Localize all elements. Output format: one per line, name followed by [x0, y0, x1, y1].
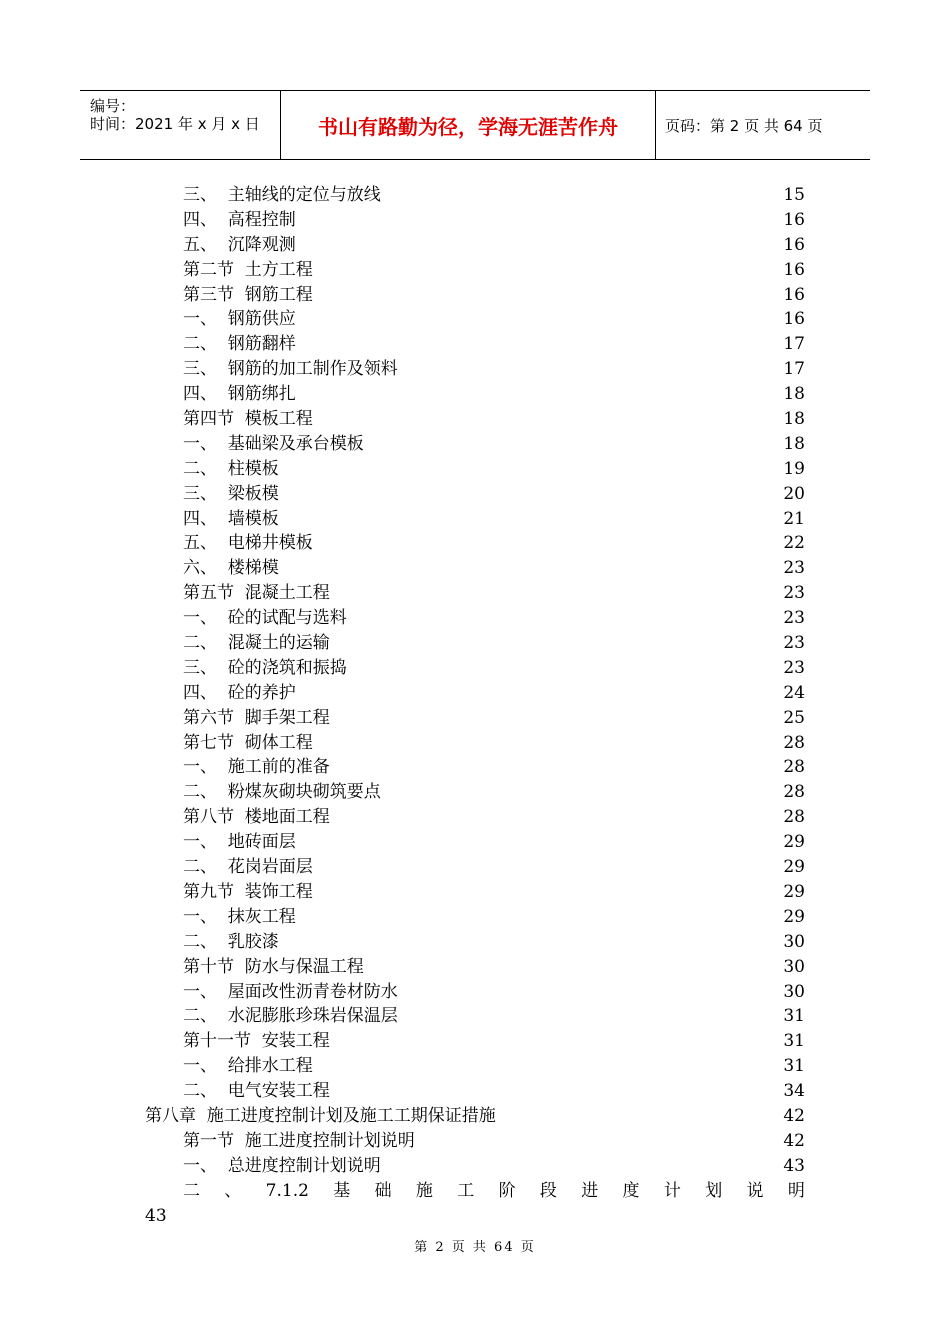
toc-entry-title: 二、 粉煤灰砌块砌筑要点 [183, 782, 381, 803]
toc-entry-page: 23 [783, 657, 805, 678]
toc-entry[interactable] [0, 1054, 950, 1079]
toc-entry-title: 第四节 模板工程 [183, 409, 313, 430]
toc-entry-page: 19 [783, 458, 805, 479]
toc-entry-page: 31 [783, 1006, 805, 1027]
toc-entry-page: 42 [783, 1130, 805, 1151]
toc-entry-title: 一、 给排水工程 [183, 1056, 313, 1077]
page-info: 页码：第 2 页 共 64 页 [665, 116, 823, 135]
toc-entry-page: 30 [783, 956, 805, 977]
toc-entry-title: 第六节 脚手架工程 [183, 707, 330, 728]
toc-entry[interactable] [0, 681, 950, 706]
toc-entry-page: 20 [783, 483, 805, 504]
toc-entry-page: 23 [783, 633, 805, 654]
toc-entry-page: 28 [783, 807, 805, 828]
motto: 书山有路勤为径，学海无涯苦作舟 [318, 114, 618, 139]
toc-entry-page: 23 [783, 583, 805, 604]
toc-entry[interactable] [0, 656, 950, 681]
toc-entry-page: 30 [783, 981, 805, 1002]
toc-entry-title-part: 、 [224, 1180, 242, 1201]
toc-entry-title: 二、 混凝土的运输 [183, 633, 330, 654]
toc-entry-title: 第十节 防水与保温工程 [183, 956, 364, 977]
toc-entry-page: 34 [783, 1081, 805, 1102]
toc-entry-page: 29 [783, 832, 805, 853]
toc-entry-title: 一、 总进度控制计划说明 [183, 1155, 381, 1176]
toc-entry-title: 五、 电梯井模板 [183, 533, 313, 554]
toc-entry[interactable] [0, 382, 950, 407]
toc-entry[interactable] [0, 208, 950, 233]
toc-entry[interactable] [0, 432, 950, 457]
toc-entry-page: 16 [783, 284, 805, 305]
toc-entry[interactable] [0, 631, 950, 656]
toc-entry-title-part: 工 [457, 1180, 475, 1201]
toc-entry-page: 28 [783, 782, 805, 803]
toc-entry-page: 30 [783, 931, 805, 952]
toc-entry-page: 15 [783, 185, 805, 205]
toc-entry[interactable] [0, 183, 950, 208]
toc-entry[interactable] [0, 805, 950, 830]
toc-entry-page: 29 [783, 857, 805, 878]
header-motto-cell [280, 91, 656, 159]
toc-entry[interactable] [0, 780, 950, 805]
toc-entry[interactable] [0, 1079, 950, 1104]
toc-entry-title-part: 度 [622, 1180, 640, 1201]
toc-entry-page: 28 [783, 757, 805, 778]
toc-entry-title: 第十一节 安装工程 [183, 1031, 330, 1052]
toc-entry-title: 三、 主轴线的定位与放线 [183, 185, 381, 205]
toc-entry-title: 一、 钢筋供应 [183, 309, 296, 330]
toc-entry-page: 43 [783, 1155, 805, 1176]
toc-entry-title: 一、 地砖面层 [183, 832, 296, 853]
toc-entry-page: 31 [783, 1056, 805, 1077]
toc-entry[interactable] [0, 507, 950, 532]
toc-entry-page: 16 [783, 309, 805, 330]
table-of-contents [0, 183, 950, 1229]
toc-entry[interactable] [0, 930, 950, 955]
toc-entry-page: 18 [783, 433, 805, 454]
toc-entry-title: 三、 砼的浇筑和振捣 [183, 657, 347, 678]
toc-entry-page: 18 [783, 384, 805, 405]
toc-entry-page: 42 [783, 1105, 805, 1126]
toc-entry-title: 一、 砼的试配与选料 [183, 608, 347, 629]
toc-entry[interactable] [0, 407, 950, 432]
header-page-info-cell [655, 91, 870, 159]
toc-entry-title: 三、 梁板模 [183, 483, 279, 504]
toc-entry-page: 18 [783, 409, 805, 430]
toc-entry-title: 四、 高程控制 [183, 209, 296, 230]
toc-entry-title-part: 进 [581, 1180, 599, 1201]
toc-entry-page: 28 [783, 732, 805, 753]
toc-entry[interactable] [0, 258, 950, 283]
toc-entry-page: 16 [783, 259, 805, 280]
toc-entry-title: 第二节 土方工程 [183, 259, 313, 280]
toc-entry-title: 三、 钢筋的加工制作及领料 [183, 359, 398, 380]
toc-entry-title-justified [183, 1179, 805, 1204]
toc-entry[interactable] [0, 1004, 950, 1029]
toc-entry-page: 24 [783, 682, 805, 703]
toc-entry-page: 22 [783, 533, 805, 554]
toc-entry-title-part: 基 [333, 1180, 351, 1201]
toc-entry-title: 五、 沉降观测 [183, 234, 296, 255]
toc-entry[interactable] [0, 283, 950, 308]
toc-entry-title-part: 明 [787, 1180, 805, 1201]
toc-entry-title: 一、 抹灰工程 [183, 906, 296, 927]
toc-entry-title: 第一节 施工进度控制计划说明 [183, 1130, 415, 1151]
toc-entry[interactable] [0, 855, 950, 880]
toc-entry-title: 二、 水泥膨胀珍珠岩保温层 [183, 1006, 398, 1027]
toc-entry-title: 第七节 砌体工程 [183, 732, 313, 753]
toc-entry[interactable] [0, 357, 950, 382]
toc-entry-title: 四、 墙模板 [183, 508, 279, 529]
toc-entry-title: 二、 花岗岩面层 [183, 857, 313, 878]
toc-entry[interactable] [0, 905, 950, 930]
toc-entry-title: 六、 楼梯模 [183, 558, 279, 579]
toc-entry[interactable] [0, 332, 950, 357]
toc-entry[interactable] [0, 830, 950, 855]
toc-entry[interactable] [0, 1154, 950, 1179]
toc-entry-title: 四、 砼的养护 [183, 682, 296, 703]
toc-entry[interactable] [0, 1029, 950, 1054]
toc-entry-title-part: 础 [374, 1180, 392, 1201]
toc-entry[interactable] [0, 706, 950, 731]
toc-entry-page: 43 [145, 1205, 167, 1226]
toc-entry[interactable] [0, 457, 950, 482]
toc-entry[interactable] [0, 1104, 950, 1129]
toc-entry[interactable] [0, 581, 950, 606]
toc-entry-title: 二、 钢筋翻样 [183, 334, 296, 355]
toc-entry[interactable] [0, 755, 950, 780]
toc-entry[interactable] [0, 880, 950, 905]
toc-entry-page: 23 [783, 558, 805, 579]
toc-entry-page: 16 [783, 209, 805, 230]
toc-entry-title: 一、 屋面改性沥青卷材防水 [183, 981, 398, 1002]
time-label: 时间：2021 年 x 月 x 日 [90, 115, 260, 133]
toc-entry-title-part: 阶 [498, 1180, 516, 1201]
toc-entry[interactable] [0, 556, 950, 581]
header-meta [80, 91, 280, 159]
toc-entry-page: 29 [783, 906, 805, 927]
toc-entry-page: 29 [783, 881, 805, 902]
toc-entry[interactable] [0, 307, 950, 332]
toc-entry-title: 一、 基础梁及承台模板 [183, 433, 364, 454]
toc-entry[interactable] [0, 955, 950, 980]
toc-entry-title: 二、 电气安装工程 [183, 1081, 330, 1102]
toc-entry-page: 17 [783, 334, 805, 355]
page-footer: 第 2 页 共 64 页 [414, 1240, 536, 1255]
toc-entry-title: 四、 钢筋绑扎 [183, 384, 296, 405]
page-header [80, 90, 870, 160]
toc-entry-page: 23 [783, 608, 805, 629]
toc-entry-title-part: 说 [746, 1180, 764, 1201]
toc-entry[interactable] [0, 1129, 950, 1154]
toc-entry-title-part: 计 [663, 1180, 681, 1201]
code-label: 编号： [90, 97, 136, 115]
toc-entry-wrapped[interactable] [0, 1179, 950, 1229]
toc-entry-title: 二、 乳胶漆 [183, 931, 279, 952]
toc-entry-page: 17 [783, 359, 805, 380]
toc-entry-title: 一、 施工前的准备 [183, 757, 330, 778]
toc-entry-title: 第八节 楼地面工程 [183, 807, 330, 828]
toc-entry[interactable] [0, 531, 950, 556]
toc-entry-title-part: 划 [705, 1180, 723, 1201]
toc-entry-title: 第三节 钢筋工程 [183, 284, 313, 305]
toc-entry-title: 第五节 混凝土工程 [183, 583, 330, 604]
toc-entry-page: 21 [783, 508, 805, 529]
toc-entry[interactable] [0, 980, 950, 1005]
toc-entry-page: 16 [783, 234, 805, 255]
toc-entry-title-part: 二 [183, 1180, 200, 1201]
toc-entry[interactable] [0, 606, 950, 631]
toc-entry-page: 31 [783, 1031, 805, 1052]
toc-entry-title: 第九节 装饰工程 [183, 881, 313, 902]
toc-entry-title: 二、 柱模板 [183, 458, 279, 479]
toc-entry[interactable] [0, 731, 950, 756]
toc-entry-title: 第八章 施工进度控制计划及施工工期保证措施 [145, 1105, 496, 1126]
toc-entry[interactable] [0, 233, 950, 258]
toc-entry-page: 25 [783, 707, 805, 728]
toc-entry[interactable] [0, 482, 950, 507]
toc-entry-title-part: 段 [539, 1180, 557, 1201]
toc-entry-title-part: 7.1.2 [265, 1180, 309, 1201]
toc-entry-title-part: 施 [415, 1180, 433, 1201]
